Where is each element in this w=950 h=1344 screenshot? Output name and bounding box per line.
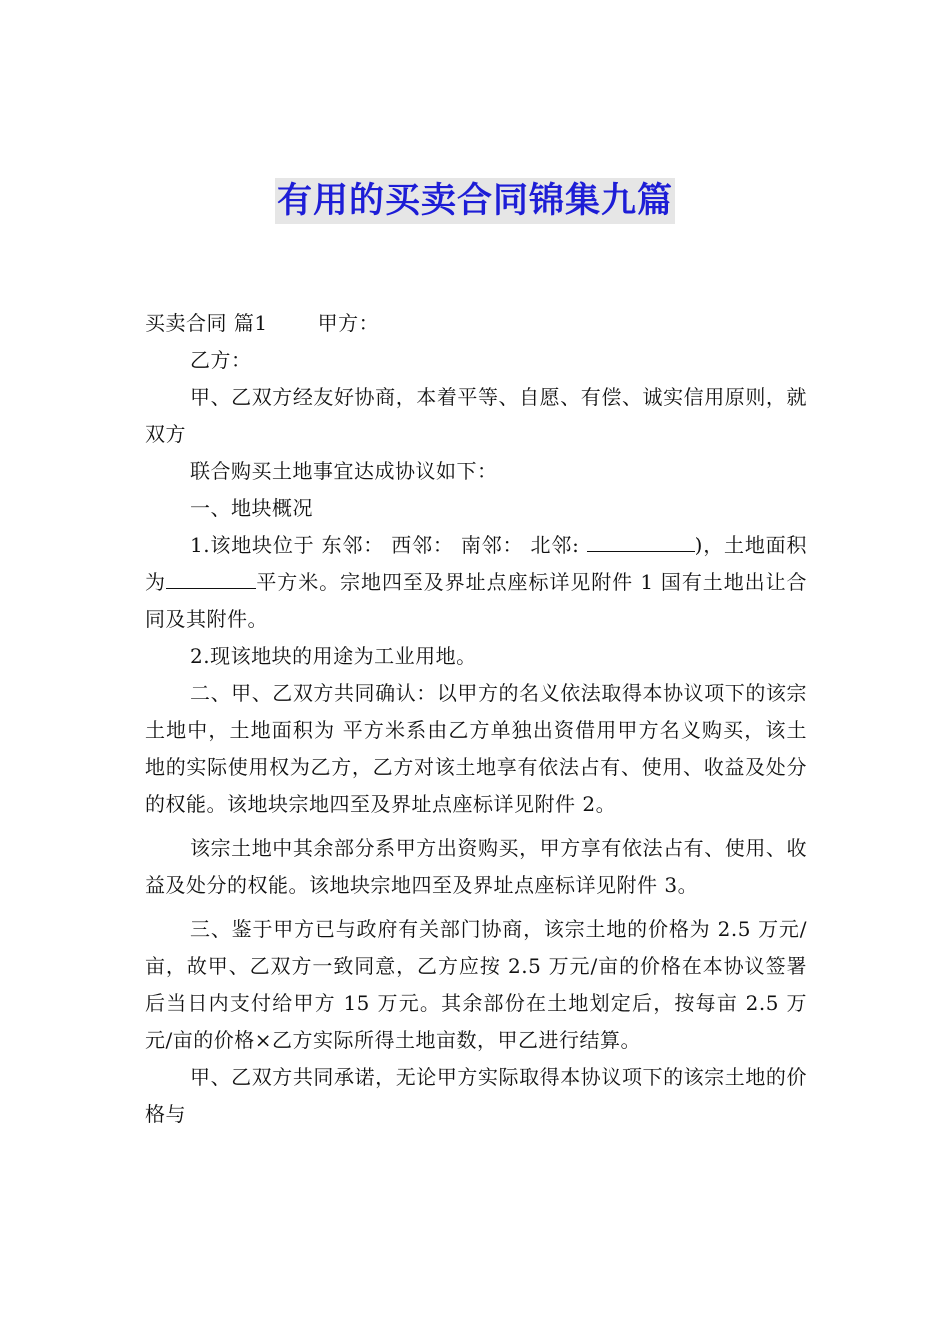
contract-heading	[145, 305, 807, 342]
document-title: 有用的买卖合同锦集九篇	[275, 178, 675, 224]
section-3-promise-paragraph: 甲、乙双方共同承诺，无论甲方实际取得本协议项下的该宗土地的价格与	[145, 1065, 807, 1126]
section-2-rest-paragraph: 该宗土地中其余部分系甲方出资购买，甲方享有依法占有、使用、收益及处分的权能。该地块宗地四至及界址点座标详见附件 3。	[145, 836, 807, 897]
party-a-label: 甲方：	[317, 311, 380, 335]
contract-heading-left: 买卖合同 篇1	[145, 311, 268, 335]
section-3-paragraph: 三、鉴于甲方已与政府有关部门协商，该宗土地的价格为 2.5 万元/亩，故甲、乙双方一致同意，乙方应按 2.5 万元/亩的价格在本协议签署后当日内支付给甲方 15 万元。其余部份在土地划定后，按每亩 2.5 万元/亩的价格×乙方实际所得土地亩数，甲乙进行结算。	[145, 917, 807, 1052]
intro-paragraph: 甲、乙双方经友好协商，本着平等、自愿、有偿、诚实信用原则，就双方	[145, 385, 807, 446]
item-1-text-b: )，土地面积为	[145, 533, 808, 594]
item-1-paragraph	[145, 527, 807, 638]
title-container	[0, 178, 950, 224]
document-body	[145, 305, 807, 1133]
item-2-paragraph: 2.现该地块的用途为工业用地。	[190, 644, 477, 668]
paragraph-gap	[145, 904, 807, 911]
section-1-title: 一、地块概况	[190, 496, 313, 520]
blank-line-north	[587, 529, 695, 552]
paragraph-gap	[145, 823, 807, 830]
intro-paragraph-2: 联合购买土地事宜达成协议如下：	[190, 459, 498, 483]
item-1-text-a: 1.该地块位于 东邻： 西邻： 南邻： 北邻:	[190, 533, 587, 557]
blank-line-area	[166, 566, 256, 589]
section-2-paragraph: 二、甲、乙双方共同确认：以甲方的名义依法取得本协议项下的该宗土地中，土地面积为 平方米系由乙方单独出资借用甲方名义购买，该土地的实际使用权为乙方，乙方对该土地享有依法占有、使用、收益及处分的权能。该地块宗地四至及界址点座标详见附件 2。	[145, 681, 807, 816]
party-b-label: 乙方：	[190, 348, 252, 372]
item-1-text-c: 平方米。宗地四至及界址点座标详见附件 1 国有土地出让合同及其附件。	[145, 570, 807, 631]
